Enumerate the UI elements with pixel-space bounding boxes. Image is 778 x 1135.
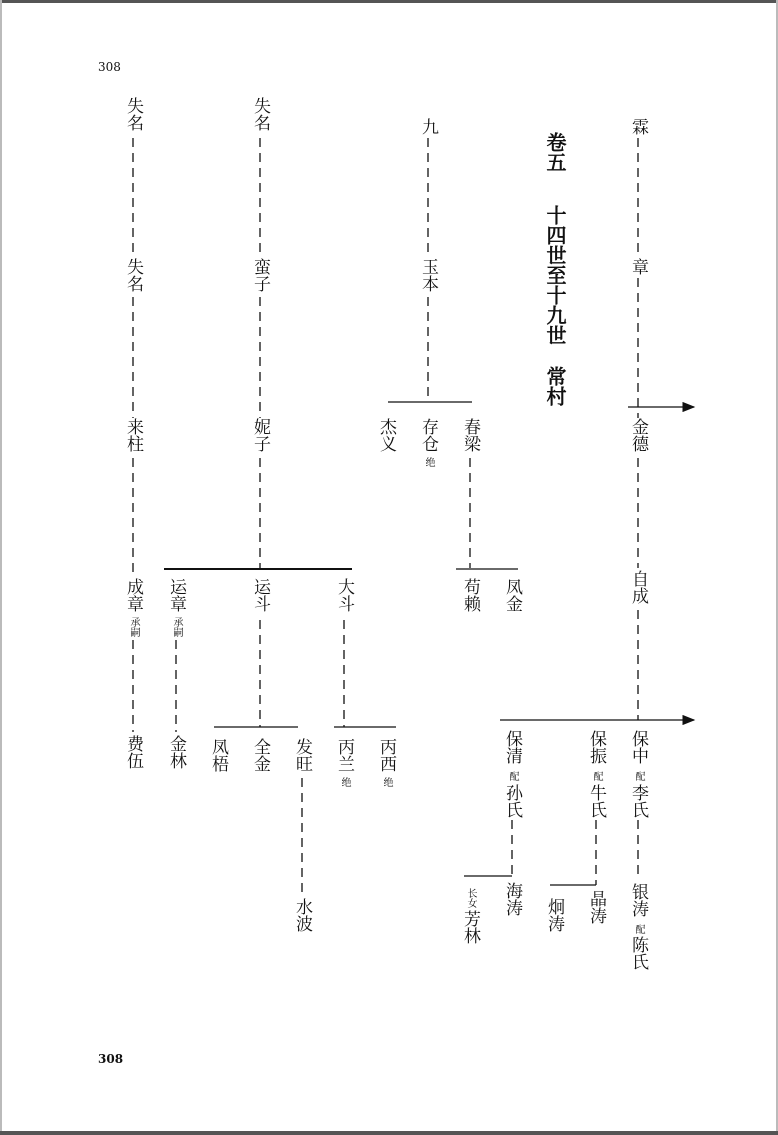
name-yuben: 玉本 (418, 258, 438, 292)
name-chunliang: 春梁 (460, 418, 480, 452)
name-haitao: 海涛 (502, 882, 522, 916)
name-jiu: 九 (418, 118, 438, 135)
title-volume: 卷五 (543, 132, 567, 172)
name-jieyi: 杰义 (376, 418, 396, 452)
name-yintao: 银涛 (628, 883, 648, 917)
name-fengwu: 凤梧 (208, 738, 228, 772)
name-manzi: 蛮子 (250, 258, 270, 292)
name-yundou: 运斗 (250, 578, 270, 612)
name-goulai: 苟赖 (460, 578, 480, 612)
name-baozhong-wife: 李氏 (628, 784, 648, 818)
name-baozhen-wife: 牛氏 (586, 784, 606, 818)
note-bingxi-extinct: 绝 (381, 777, 392, 787)
name-shiming-b: 失名 (123, 258, 143, 292)
name-quanjin: 全金 (250, 738, 270, 772)
name-shiming-c: 失名 (250, 97, 270, 131)
name-bingxi: 丙西 (376, 738, 396, 772)
note-binglan-extinct: 绝 (339, 777, 350, 787)
name-baozhong: 保中 (628, 730, 648, 764)
name-fengjin: 凤金 (502, 578, 522, 612)
name-fanglin: 芳林 (460, 910, 480, 944)
page-number-top: 308 (98, 60, 121, 74)
name-yunzhang: 运章 (166, 578, 186, 612)
page-number-bottom: 308 (98, 1052, 124, 1066)
name-shiming-a: 失名 (123, 97, 143, 131)
note-chengzhang-adopted: 承嗣 (128, 617, 139, 637)
name-baoqing: 保清 (502, 730, 522, 764)
name-lin: 霖 (628, 118, 648, 135)
name-feiwu: 费伍 (123, 735, 143, 769)
name-jingtao: 晶涛 (586, 890, 606, 924)
name-nizi: 妮子 (250, 418, 270, 452)
name-dadou: 大斗 (334, 578, 354, 612)
name-baozhen: 保振 (586, 730, 606, 764)
name-cuncang: 存仓 (418, 418, 438, 452)
note-baozhong-spouse: 配 (633, 771, 644, 781)
note-yunzhang-adopted: 承嗣 (171, 617, 182, 637)
note-fanglin-eldest-daughter: 长女 (465, 888, 476, 908)
name-jinde: 金德 (628, 418, 648, 452)
name-chengzhang: 成章 (123, 578, 143, 612)
name-zicheng: 自成 (628, 570, 648, 604)
name-laizhu: 来柱 (123, 418, 143, 452)
name-binglan: 丙兰 (334, 738, 354, 772)
name-jinlin: 金林 (166, 735, 186, 769)
title-village: 常村 (543, 366, 567, 406)
note-cuncang-extinct: 绝 (423, 457, 434, 467)
note-yintao-spouse: 配 (633, 924, 644, 934)
name-fawang: 发旺 (292, 738, 312, 772)
name-jiongtao: 炯涛 (544, 898, 564, 932)
name-shuibo: 水波 (292, 898, 312, 932)
name-zhang: 章 (628, 258, 648, 275)
name-yintao-wife: 陈氏 (628, 936, 648, 970)
title-generations: 十四世至十九世 (543, 205, 567, 345)
name-baoqing-wife: 孙氏 (502, 784, 522, 818)
note-baozhen-spouse: 配 (591, 771, 602, 781)
note-baoqing-spouse: 配 (507, 771, 518, 781)
